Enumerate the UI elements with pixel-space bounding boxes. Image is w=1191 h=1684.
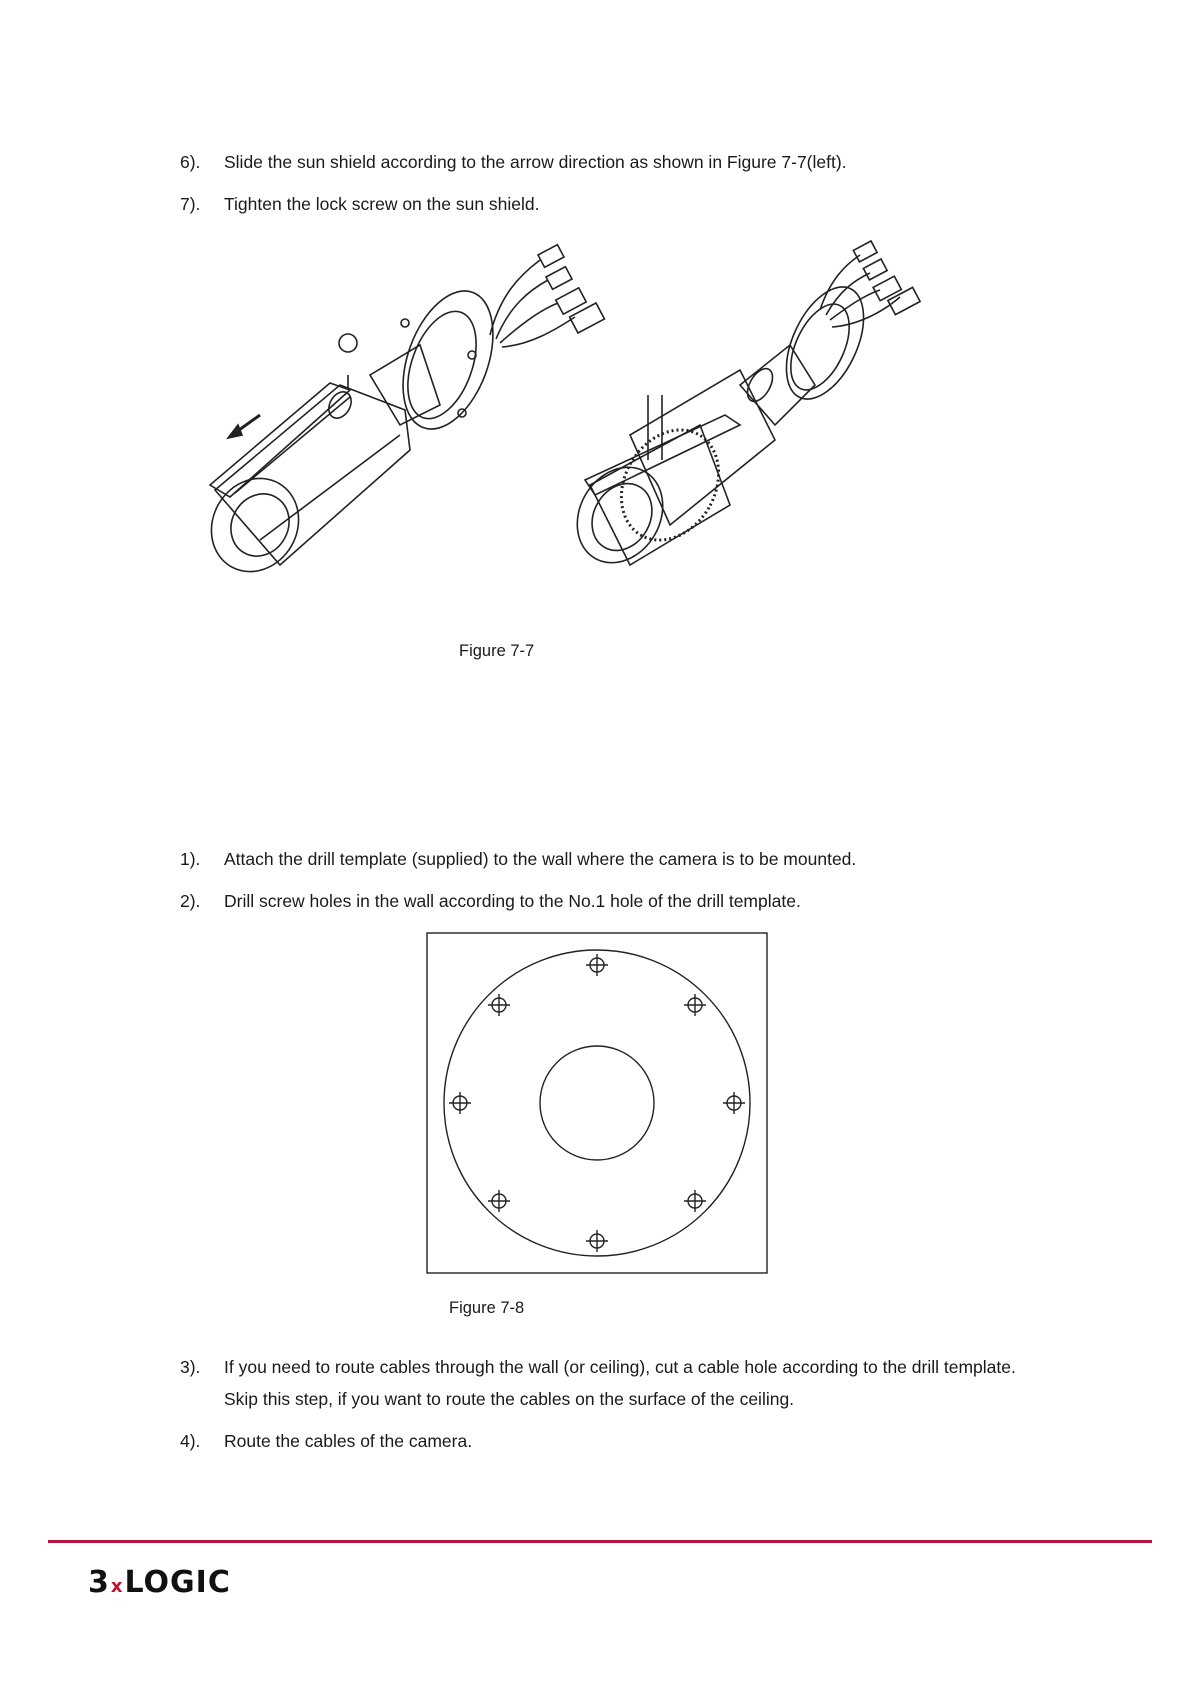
step-text: Attach the drill template (supplied) to the wall where the camera is to be mounted. [224,849,857,869]
step-number: 4). [180,1431,201,1451]
step-text: Slide the sun shield according to the arrow direction as shown in Figure 7-7(left). [224,152,847,172]
camera-left [200,245,604,588]
step-text: Route the cables of the camera. [224,1431,473,1451]
logo-rest: LOGIC [124,1565,231,1600]
step-number: 1). [180,849,201,869]
step-text: Tighten the lock screw on the sun shield. [224,194,540,214]
screw-hole-markers [449,954,745,1252]
figure-7-8-drill-template [426,932,768,1274]
step-number: 2). [180,891,201,911]
cable-hole-circle [540,1046,654,1160]
logo-x: x [110,1576,124,1597]
figure-7-7-illustration [200,235,1000,615]
step-number: 3). [180,1357,201,1377]
figure-7-7-caption: Figure 7-7 [459,642,535,660]
brand-logo [88,1565,231,1600]
camera-right [560,241,920,578]
step-text: If you need to route cables through the wall (or ceiling), cut a cable hole according to the drill template. Skip this step, if you want to route the cables on the surface of the ceiling. [224,1357,1016,1409]
footer-divider [48,1540,1152,1543]
outer-circle [444,950,750,1256]
step-text: Drill screw holes in the wall according to the No.1 hole of the drill template. [224,891,801,911]
step-number: 6). [180,152,201,172]
figure-7-8-caption: Figure 7-8 [449,1299,525,1317]
template-border [427,933,767,1273]
logo-main: 3 [88,1565,110,1600]
step-number: 7). [180,194,201,214]
